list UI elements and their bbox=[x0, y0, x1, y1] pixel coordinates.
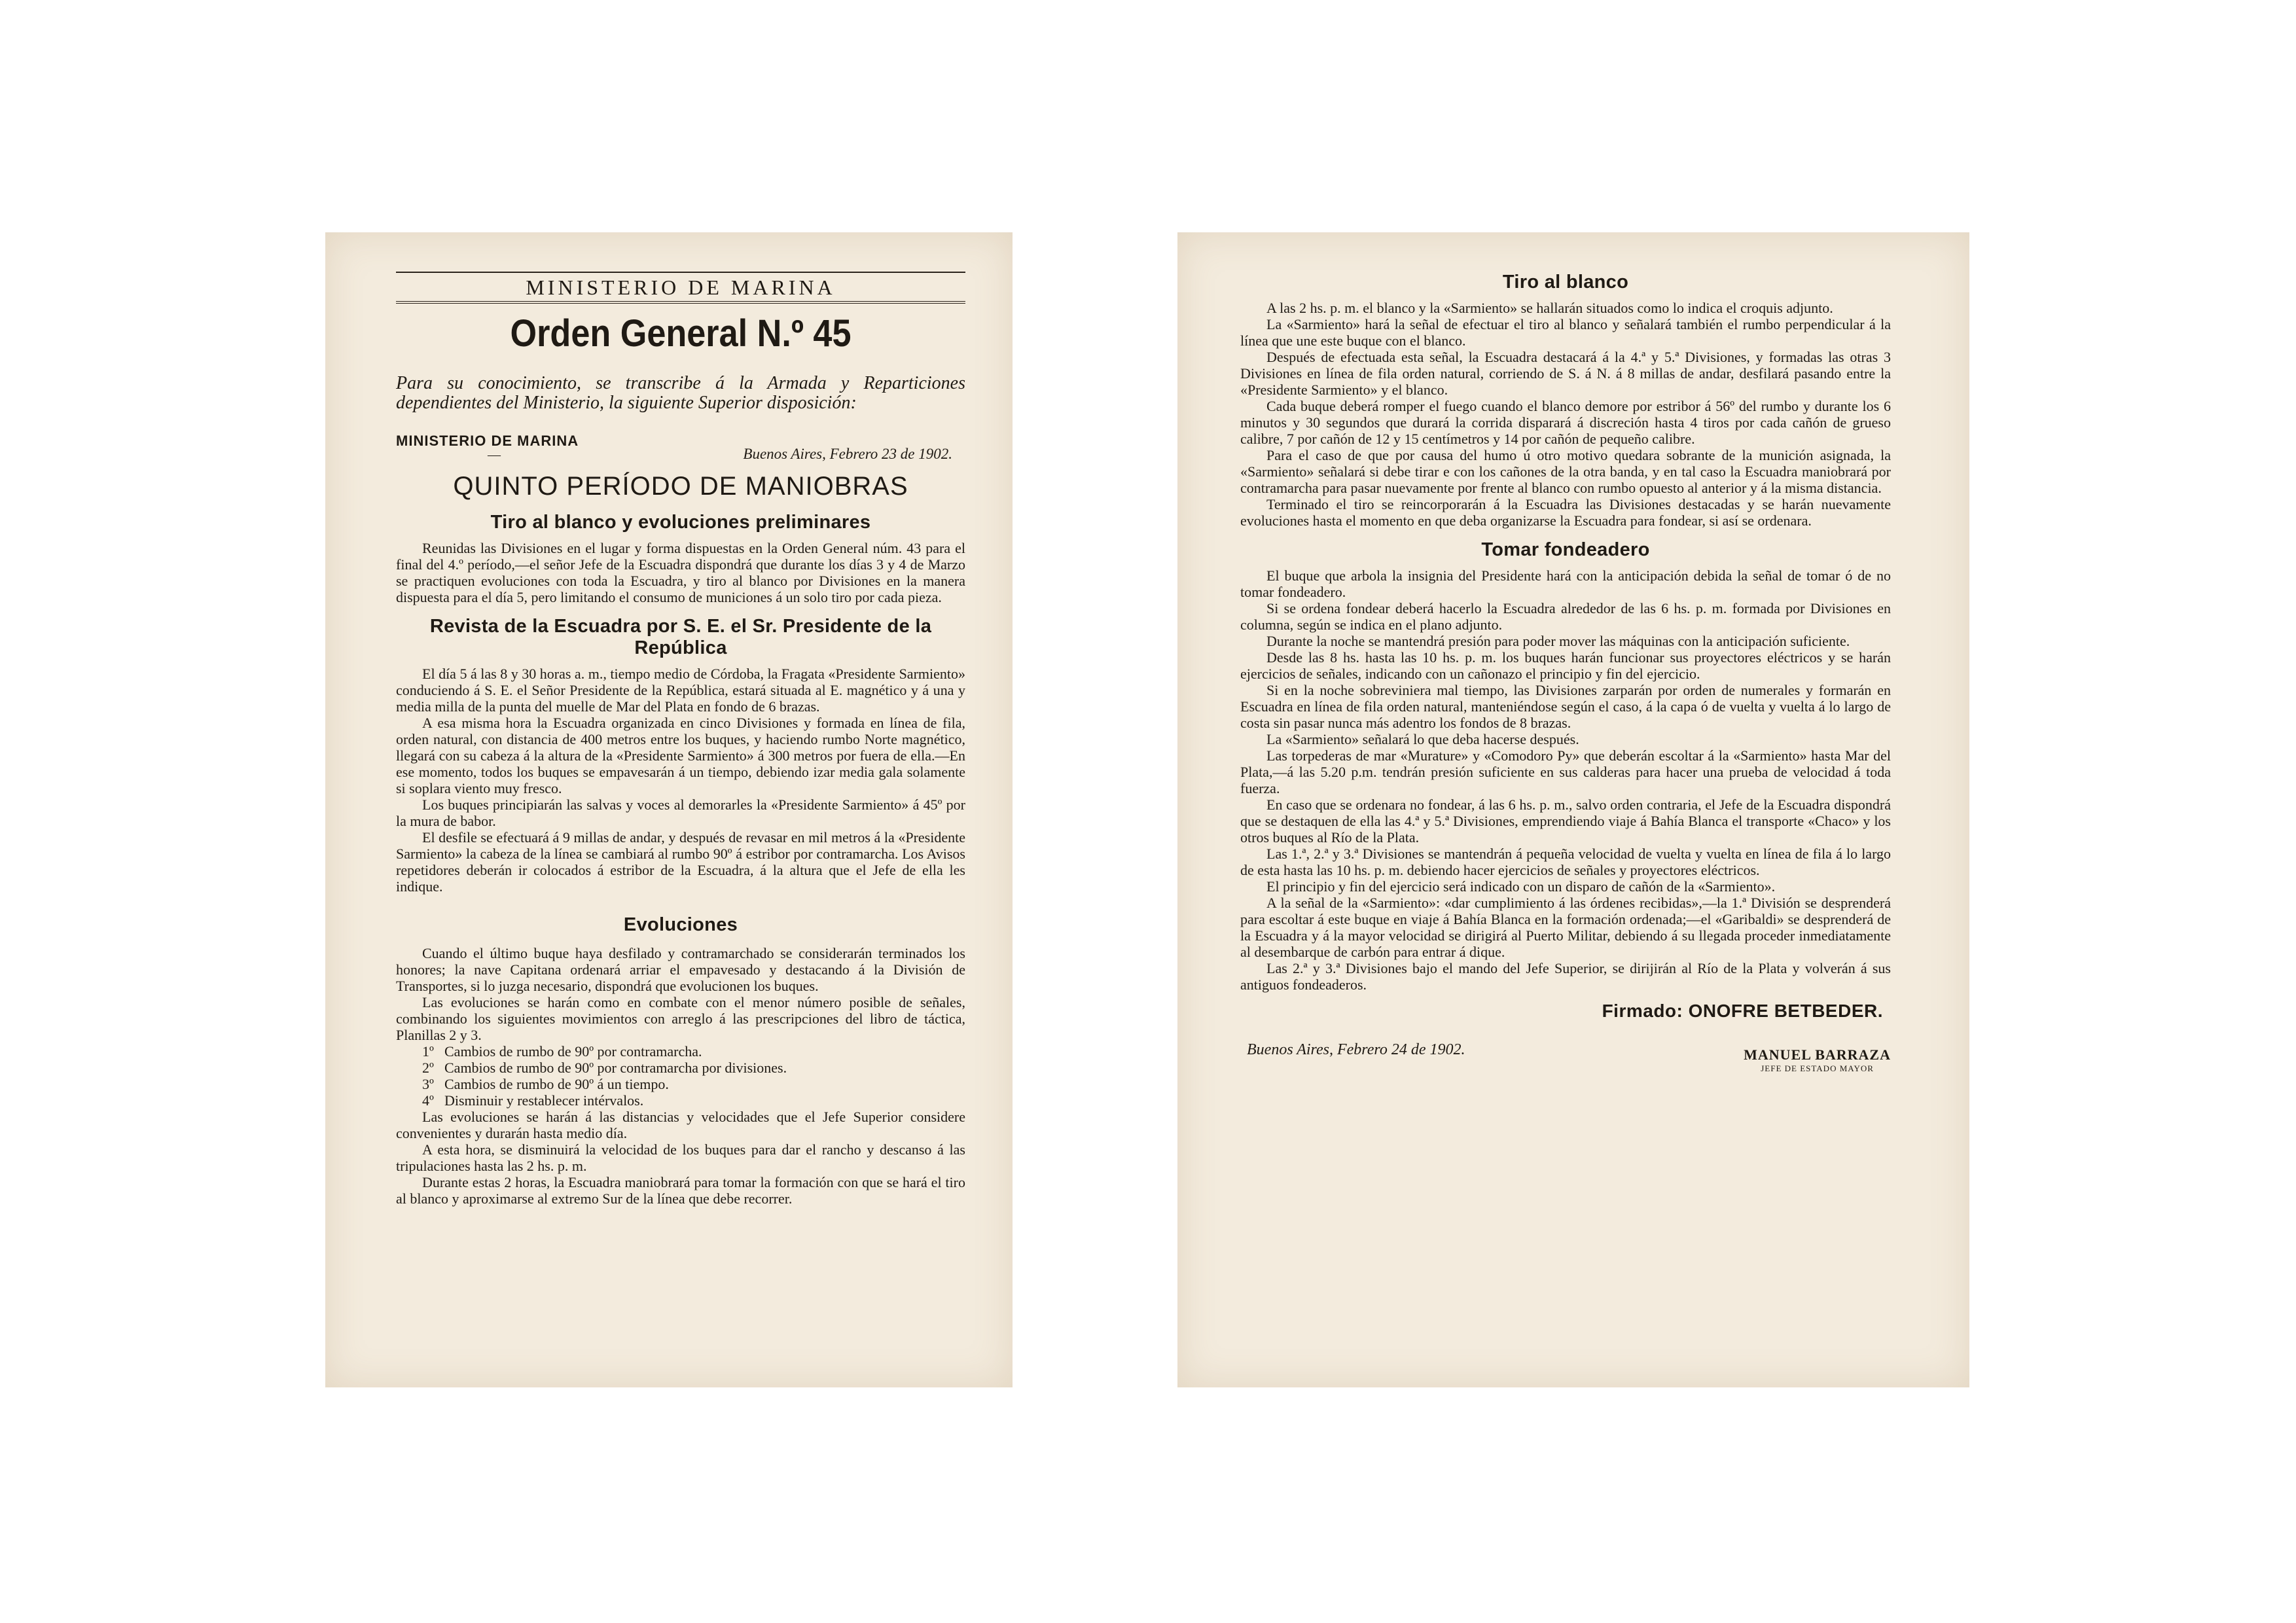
paragraph: Los buques principiarán las salvas y voces al demorarles la «Presidente Sarmiento» á 45º por la mura de babor. bbox=[396, 796, 965, 829]
intro-text: Para su conocimiento, se transcribe á la Armada y Reparticiones dependientes del Ministerio, la siguiente Superior disposición: bbox=[396, 373, 965, 413]
paragraph: Las 2.ª y 3.ª Divisiones bajo el mando del Jefe Superior, se dirijirán al Río de la Plata y volverán á sus antiguos fondeaderos. bbox=[1240, 960, 1891, 993]
paragraph: El desfile se efectuará á 9 millas de andar, y después de revasar en mil metros á la «Presidente Sarmiento» la cabeza de la línea se cambiará al rumbo 90º á estribor por contramarcha. Los Avisos repetidores deberán ir colocados á estribor de la Escuadra, á la altura que el Jefe de ella les indique. bbox=[396, 829, 965, 895]
paragraph: Para el caso de que por causa del humo ú otro motivo quedara sobrante de la munición asignada, la «Sarmiento» señalará si debe tirar e con los cañones de la otra banda, y en tal caso la Escuadra maniobrará por contramarcha para pasar nuevamente por frente al blanco con rumbo opuesto al anterior y á la misma distancia. bbox=[1240, 447, 1891, 496]
list-item: 1º Cambios de rumbo de 90º por contramarcha. bbox=[422, 1043, 702, 1060]
footer-dateline: Buenos Aires, Febrero 24 de 1902. bbox=[1247, 1041, 1465, 1058]
paragraph: Si en la noche sobreviniera mal tiempo, las Divisiones zarparán por orden de numerales y formarán en Escuadra en línea de fila orden natural, manteniéndose según el caso, á la capa ó de vuelta y vuelta á lo largo de costa sin pasar nunca más adentro los fondos de 8 brazas. bbox=[1240, 682, 1891, 731]
order-title: Orden General N.º 45 bbox=[510, 312, 852, 355]
section-title-tiro-preliminar: Tiro al blanco y evoluciones preliminares bbox=[490, 512, 871, 533]
section-title-revista: Revista de la Escuadra por S. E. el Sr. Presidente de la República bbox=[429, 616, 932, 658]
paragraph: A las 2 hs. p. m. el blanco y la «Sarmiento» se hallarán situados como lo indica el croquis adjunto. bbox=[1266, 300, 1833, 316]
paragraph: Cuando el último buque haya desfilado y contramarchado se considerarán terminados los honores; la nave Capitana ordenará arriar el empavesado y destacando á la División de Transportes, si lo juzga necesario, dispondrá que evolucionen los buques. bbox=[396, 945, 965, 994]
list-item: 4º Disminuir y restablecer intérvalos. bbox=[422, 1092, 644, 1109]
paragraph: Después de efectuada esta señal, la Escuadra destacará á la 4.ª y 5.ª Divisiones, y formadas las otras 3 Divisiones en línea de fila orden natural, corriendo de S. á N. á 8 millas de andar, desfilará pasando entre la «Presidente Sarmiento» y el blanco. bbox=[1240, 349, 1891, 398]
paragraph: Durante la noche se mantendrá presión para poder mover las máquinas con la anticipación suficiente. bbox=[1266, 633, 1850, 649]
paragraph: Cada buque deberá romper el fuego cuando el blanco demore por estribor á 56º del rumbo y durante los 6 minutos y 30 segundos que durará la corrida disparará á discreción hasta 4 tiros por cada cañón de grueso calibre, 7 por cañón de 12 y 15 centímetros y 14 por cañón de pequeño calibre. bbox=[1240, 398, 1891, 447]
paragraph: A esa misma hora la Escuadra organizada en cinco Divisiones y formada en línea de fila, orden natural, con distancia de 400 metros entre los buques, y haciendo rumbo Norte magnético, llegará con su cabeza á la altura de la «Presidente Sarmiento» á 300 metros por fuera de ella.—En ese momento, todos los buques se empavesarán á un tiempo, debiendo izar media gala solamente si soplara viento muy fresco. bbox=[396, 715, 965, 796]
signed-by: Firmado: ONOFRE BETBEDER. bbox=[1602, 1001, 1883, 1021]
paragraph: Reunidas las Divisiones en el lugar y forma dispuestas en la Orden General núm. 43 para el final del 4.º período,—el señor Jefe de la Escuadra dispondrá que durante los días 3 y 4 de Marzo se practiquen evoluciones con toda la Escuadra, y tiro al blanco por Divisiones en la manera dispuesta para el día 5, pero limitando el consumo de municiones á un solo tiro por cada pieza. bbox=[396, 540, 965, 605]
section-title-tiro-al-blanco: Tiro al blanco bbox=[1502, 272, 1629, 293]
footer bbox=[1240, 1040, 1891, 1092]
subheader-dash: — bbox=[488, 448, 501, 462]
paragraph: La «Sarmiento» hará la señal de efectuar el tiro al blanco y señalará también el rumbo perpendicular á la línea que une este buque con el blanco. bbox=[1240, 316, 1891, 349]
paragraph: El principio y fin del ejercicio será indicado con un disparo de cañón de la «Sarmiento». bbox=[1266, 878, 1776, 895]
paragraph: La «Sarmiento» señalará lo que deba hacerse después. bbox=[1266, 731, 1579, 747]
paragraph: A la señal de la «Sarmiento»: «dar cumplimiento á las órdenes recibidas»,—la 1.ª División se desprenderá para escoltar á este buque en viaje á Bahía Blanca en la formación ordenada;—el «Garibaldi» se desprenderá de la Escuadra y á la mayor velocidad se dirigirá al Puerto Militar, debiendo á su llegada proceder inmediatamente al desembarque de carbón para entrar á dique. bbox=[1240, 895, 1891, 960]
paragraph: Terminado el tiro se reincorporarán á la Escuadra las Divisiones destacadas y se harán nuevamente evoluciones hasta el momento en que deba organizarse la Escuadra para fondear, si así se ordenara. bbox=[1240, 496, 1891, 529]
list-item: 2º Cambios de rumbo de 90º por contramarcha por divisiones. bbox=[422, 1060, 787, 1076]
dateline: Buenos Aires, Febrero 23 de 1902. bbox=[743, 446, 952, 462]
paragraph: En caso que se ordenara no fondear, á las 6 hs. p. m., salvo orden contraria, el Jefe de la Escuadra dispondrá que se destaquen de ella las 4.ª y 5.ª Divisiones, emprendiendo viaje á Bahía Blanca el transporte «Chaco» y los otros buques al Río de la Plata. bbox=[1240, 796, 1891, 846]
signature-block bbox=[1744, 1046, 1891, 1074]
paragraph: El buque que arbola la insignia del Presidente hará con la anticipación debida la señal de tomar ó de no tomar fondeadero. bbox=[1240, 567, 1891, 600]
section-title-tomar-fondeadero: Tomar fondeadero bbox=[1481, 539, 1650, 560]
paragraph: El día 5 á las 8 y 30 horas a. m., tiempo medio de Córdoba, la Fragata «Presidente Sarmiento» conduciendo á S. E. el Señor Presidente de la República, estará situada al E. magnético y á una y media milla de la punta del muelle de Mar del Plata en fondo de 6 brazas. bbox=[396, 666, 965, 715]
period-title: QUINTO PERÍODO DE MANIOBRAS bbox=[453, 472, 908, 501]
paragraph: A esta hora, se disminuirá la velocidad de los buques para dar el rancho y descanso á las tripulaciones hasta las 2 hs. p. m. bbox=[396, 1141, 965, 1174]
paragraph: Las evoluciones se harán á las distancias y velocidades que el Jefe Superior considere convenientes y durarán hasta medio día. bbox=[396, 1109, 965, 1141]
ministry-header: MINISTERIO DE MARINA bbox=[396, 272, 965, 304]
right-page bbox=[1177, 232, 1969, 1387]
paragraph: Durante estas 2 horas, la Escuadra maniobrará para tomar la formación con que se hará el tiro al blanco y aproximarse al extremo Sur de la línea que debe recorrer. bbox=[396, 1174, 965, 1207]
list-item: 3º Cambios de rumbo de 90º á un tiempo. bbox=[422, 1076, 669, 1092]
section-title-evoluciones: Evoluciones bbox=[623, 914, 738, 935]
paragraph: Las 1.ª, 2.ª y 3.ª Divisiones se mantendrán á pequeña velocidad de vuelta y vuelta en línea de fila á lo largo de esta hasta las 10 hs. p. m. debiendo hacer ejercicios de señales y proyectores eléctricos. bbox=[1240, 846, 1891, 878]
paragraph: Las evoluciones se harán como en combate con el menor número posible de señales, combinando los siguientes movimientos con arreglo á las prescripciones del libro de táctica, Planillas 2 y 3. bbox=[396, 994, 965, 1043]
maneuver-list bbox=[396, 1043, 965, 1109]
signatory-title: JEFE DE ESTADO MAYOR bbox=[1761, 1063, 1874, 1073]
paragraph: Las torpederas de mar «Murature» y «Comodoro Py» que deberán escoltar á la «Sarmiento» hasta Mar del Plata,—á las 5.20 p.m. tendrán presión suficiente en sus calderas para hacer una prueba de velocidad á toda fuerza. bbox=[1240, 747, 1891, 796]
signatory-name: MANUEL BARRAZA bbox=[1744, 1046, 1891, 1063]
ministry-subheader: MINISTERIO DE MARINA bbox=[396, 433, 579, 449]
paragraph: Desde las 8 hs. hasta las 10 hs. p. m. los buques harán funcionar sus proyectores eléctricos y se harán ejercicios de señales, indicando con un cañonazo el principio y fin del ejercicio. bbox=[1240, 649, 1891, 682]
left-page bbox=[325, 232, 1013, 1387]
paragraph: Si se ordena fondear deberá hacerlo la Escuadra alrededor de las 6 hs. p. m. formada por Divisiones en columna, según se indica en el plano adjunto. bbox=[1240, 600, 1891, 633]
